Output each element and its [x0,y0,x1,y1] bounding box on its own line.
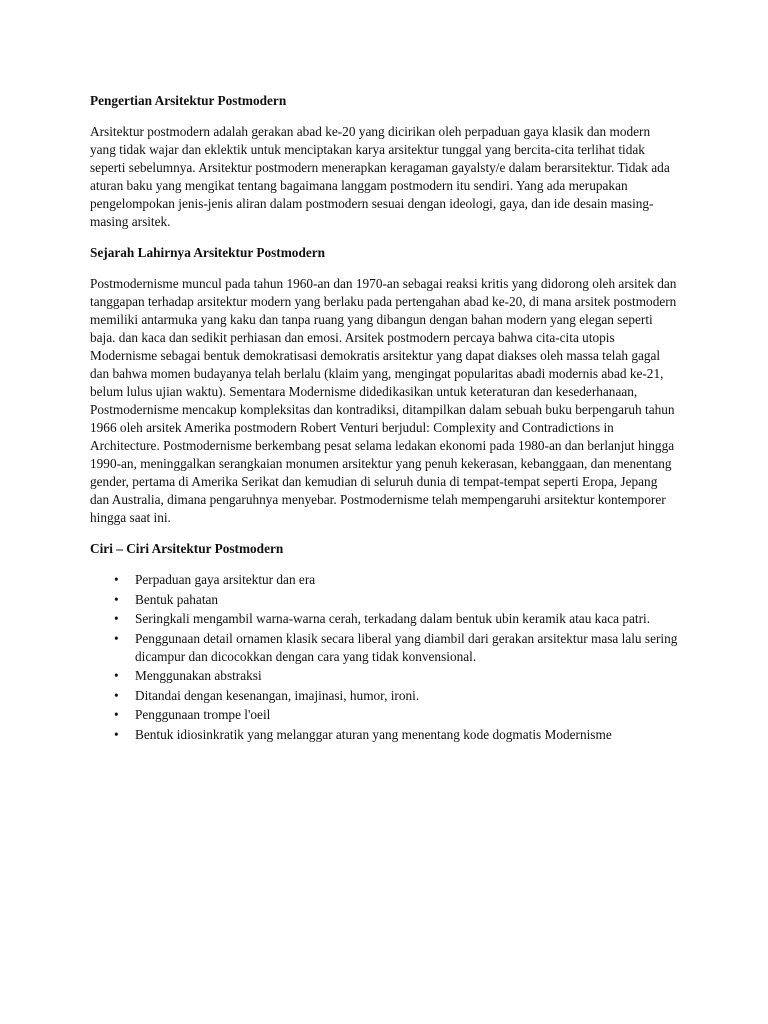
bullet-icon: • [114,572,119,587]
list-item-text: Penggunaan trompe l'oeil [135,707,271,722]
bullet-icon: • [114,687,119,703]
list-item [90,687,678,705]
bullet-icon: • [114,591,119,607]
bullet-icon: • [114,630,119,646]
paragraph-sejarah: Postmodernisme muncul pada tahun 1960-an dan 1970-an sebagai reaksi kritis yang didorong oleh arsitek dan tanggapan terhadap arsitektur modern yang berlaku pada pertengahan abad ke-20, di mana arsitek postmodern memiliki antarmuka yang kaku dan tanpa ruang yang dibangun dengan bahan modern yang elegan seperti baja. dan kaca dan sedikit perhiasan dan emosi. Arsitek postmodern percaya bahwa cita-cita utopis Modernisme sebagai bentuk demokratisasi demokratis arsitektur yang dapat diakses oleh massa telah gagal dan bahwa momen budayanya telah berlalu (klaim yang, mengingat popularitas abadi modernis abad ke-21, belum lulus ujian waktu). Sementara Modernisme didedikasikan untuk keteraturan dan kesederhanaan, Postmodernisme mencakup kompleksitas dan kontradiksi, ditampilkan dalam sebuah buku berpengaruh tahun 1966 oleh arsitek Amerika postmodern Robert Venturi berjudul: Complexity and Contradictions in Architecture. Postmodernisme berkembang pesat selama ledakan ekonomi pada 1980-an dan berlanjut hingga 1990-an, meninggalkan serangkaian monumen arsitektur yang penuh kekerasan, kebanggaan, dan menentang gender, pertama di Amerika Serikat dan kemudian di seluruh dunia di tempat-tempat seperti Eropa, Jepang dan Australia, dimana pengaruhnya menyebar. Postmodernisme telah mempengaruhi arsitektur kontemporer hingga saat ini. [90,276,677,525]
list-item [90,706,678,724]
document-page [90,92,678,745]
list-item-text: Bentuk idiosinkratik yang melanggar aturan yang menentang kode dogmatis Modernisme [135,726,612,742]
list-item-text: Ditandai dengan kesenangan, imajinasi, humor, ironi. [135,687,420,703]
bullet-icon: • [114,611,119,626]
heading-ciri: Ciri – Ciri Arsitektur Postmodern [90,541,284,556]
bullet-icon: • [114,707,119,722]
list-item [90,610,678,628]
bullet-icon: • [114,668,119,683]
paragraph-pengertian: Arsitektur postmodern adalah gerakan abad ke-20 yang dicirikan oleh perpaduan gaya klasik dan modern yang tidak wajar dan eklektik untuk menciptakan karya arsitektur tunggal yang bercita-cita terlihat tidak seperti sebelumnya. Arsitektur postmodern menerapkan keragaman gayalsty/e dalam berarsitektur. Tidak ada aturan baku yang mengikat tentang bagaimana langgam postmodern itu sendiri. Yang ada merupakan pengelompokan jenis-jenis aliran dalam postmodern sesuai dengan ideologi, gaya, dan ide desain masing-masing arsitek. [90,124,670,229]
ciri-list [90,571,678,744]
list-item [90,630,678,666]
list-item-text: Penggunaan detail ornamen klasik secara liberal yang diambil dari gerakan arsitektur masa lalu sering dicampur dan dicocokkan dengan cara yang tidak konvensional. [135,630,678,664]
list-item-text: Seringkali mengambil warna-warna cerah, terkadang dalam bentuk ubin keramik atau kaca patri. [135,611,651,626]
list-item-text: Perpaduan gaya arsitektur dan era [135,572,316,587]
list-item-text: Menggunakan abstraksi [135,668,262,683]
list-item [90,591,678,609]
list-item [90,726,678,744]
list-item [90,571,678,589]
heading-sejarah: Sejarah Lahirnya Arsitektur Postmodern [90,245,326,260]
bullet-icon: • [114,726,119,742]
heading-pengertian: Pengertian Arsitektur Postmodern [90,93,287,108]
list-item-text: Bentuk pahatan [135,591,219,607]
list-item [90,667,678,685]
